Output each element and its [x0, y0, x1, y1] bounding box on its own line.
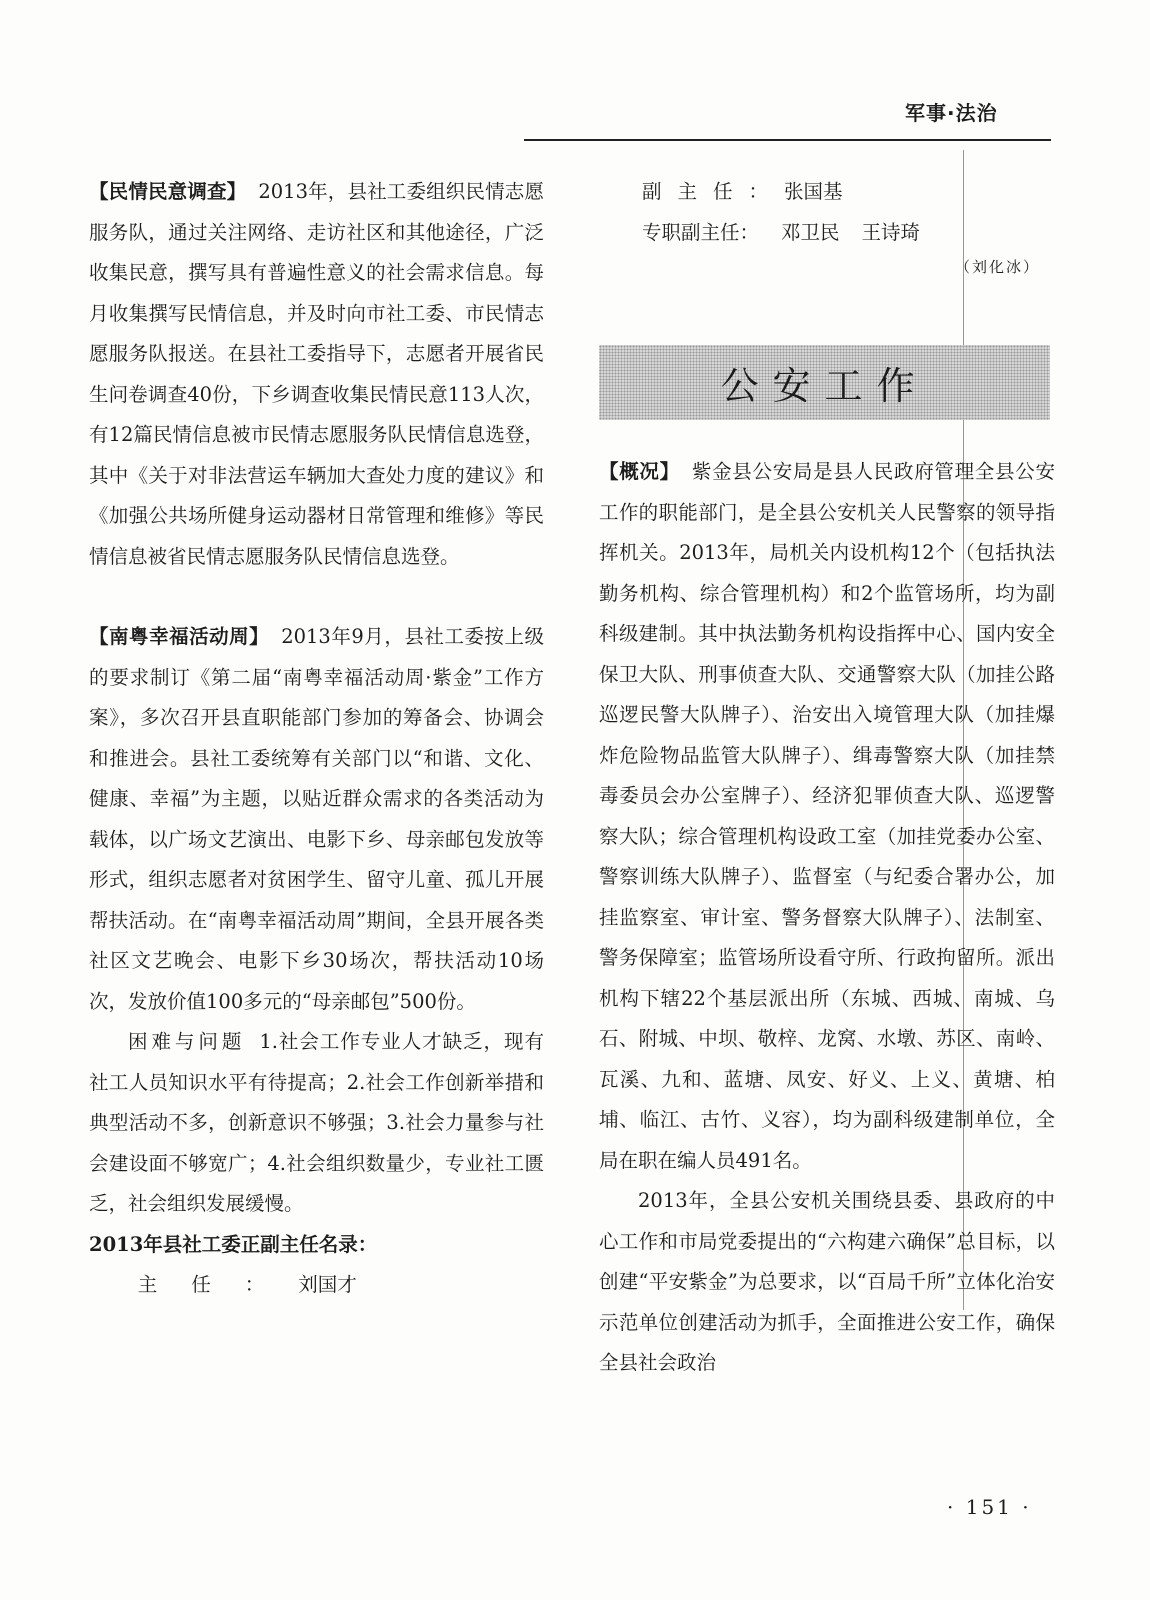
directors-title: 2013年县社工委正副主任名录：	[89, 1232, 378, 1256]
section-heading-overview: 【概况】	[599, 460, 680, 483]
exec-deputy-name-2: 王诗琦	[861, 220, 921, 244]
paragraph-minqing	[89, 172, 544, 577]
difficulties-body: 1.社会工作专业人才缺乏，现有社工人员知识水平有待提高；2.社会工作创新举措和典型活动不多，创新意识不够强；3.社会力量参与社会建设面不够宽广；4.社会组织数量少，专业社工匮乏，社会组织发展缓慢。	[89, 1030, 544, 1215]
difficulties-label: 困难与问题	[128, 1030, 246, 1053]
banner-title: 公安工作	[720, 364, 929, 408]
paragraph-nanyue	[89, 617, 544, 1022]
director-name: 刘国才	[298, 1273, 357, 1296]
right-column	[599, 452, 1055, 1384]
paragraph-overview	[599, 452, 1055, 1181]
director-row	[89, 1265, 544, 1306]
spacer	[89, 577, 544, 617]
author-credit: （刘化冰）	[955, 258, 1041, 276]
section-body-overview: 紫金县公安局是县人民政府管理全县公安工作的职能部门，是全县公安机关人民警察的领导指挥机关。2013年，局机关内设机构12个（包括执法勤务机构、综合管理机构）和2个监管场所，均为副科级建制。其中执法勤务机构设指挥中心、国内安全保卫大队、刑事侦查大队、交通警察大队（加挂公路巡逻民警大队牌子）、治安出入境管理大队（加挂爆炸危险物品监管大队牌子）、缉毒警察大队（加挂禁毒委员会办公室牌子）、经济犯罪侦查大队、巡逻警察大队；综合管理机构设政工室（加挂党委办公室、警察训练大队牌子）、监督室（与纪委合署办公，加挂监察室、审计室、警务督察大队牌子）、法制室、警务保障室；监管场所设看守所、行政拘留所。派出机构下辖22个基层派出所（东城、西城、南城、乌石、附城、中坝、敬梓、龙窝、水墩、苏区、南岭、瓦溪、九和、蓝塘、凤安、好义、上义、黄塘、柏埔、临江、古竹、义容），均为副科级建制单位，全局在职在编人员491名。	[599, 460, 1055, 1172]
left-column	[89, 172, 544, 1306]
exec-deputy-row	[642, 213, 920, 254]
section-body-minqing: 2013年，县社工委组织民情志愿服务队，通过关注网络、走访社区和其他途径，广泛收集民意，撰写具有普遍性意义的社会需求信息。每月收集撰写民情信息，并及时向市社工委、市民情志愿服务队报送。在县社工委指导下，志愿者开展省民生问卷调查40份，下乡调查收集民情民意113人次，有12篇民情信息被市民情志愿服务队民情信息选登，其中《关于对非法营运车辆加大查处力度的建议》和《加强公共场所健身运动器材日常管理和维修》等民情信息被省民情志愿服务队民情信息选登。	[89, 180, 544, 568]
exec-deputy-name-1: 邓卫民	[781, 220, 840, 244]
section-heading-minqing: 【民情民意调查】	[89, 180, 247, 203]
section-header-title: 军事·法治	[905, 101, 998, 125]
exec-deputy-role: 专职副主任：	[642, 220, 760, 244]
page-number: · 151 ·	[947, 1495, 1032, 1519]
deputy-name: 张国基	[784, 180, 843, 203]
paragraph-2013: 2013年，全县公安机关围绕县委、县政府的中心工作和市局党委提出的“六构建六确保”总目标，以创建“平安紫金”为总要求，以“百局千所”立体化治安示范单位创建活动为抓手，全面推进公安工作，确保全县社会政治	[599, 1189, 1055, 1374]
paragraph-difficulties	[89, 1022, 544, 1225]
header-rule	[524, 139, 1051, 141]
director-role: 主任：	[137, 1273, 299, 1296]
deputy-row	[642, 172, 920, 213]
deputy-role: 副主任：	[642, 180, 785, 203]
right-column-header	[642, 172, 920, 253]
section-banner	[599, 345, 1050, 420]
section-body-nanyue: 2013年9月，县社工委按上级的要求制订《第二届“南粤幸福活动周·紫金”工作方案》，多次召开县直职能部门参加的筹备会、协调会和推进会。县社工委统筹有关部门以“和谐、文化、健康、幸福”为主题，以贴近群众需求的各类活动为载体，以广场文艺演出、电影下乡、母亲邮包发放等形式，组织志愿者对贫困学生、留守儿童、孤儿开展帮扶活动。在“南粤幸福活动周”期间，全县开展各类社区文艺晚会、电影下乡30场次，帮扶活动10场次，发放价值100多元的“母亲邮包”500份。	[89, 625, 544, 1013]
section-heading-nanyue: 【南粤幸福活动周】	[89, 625, 270, 648]
